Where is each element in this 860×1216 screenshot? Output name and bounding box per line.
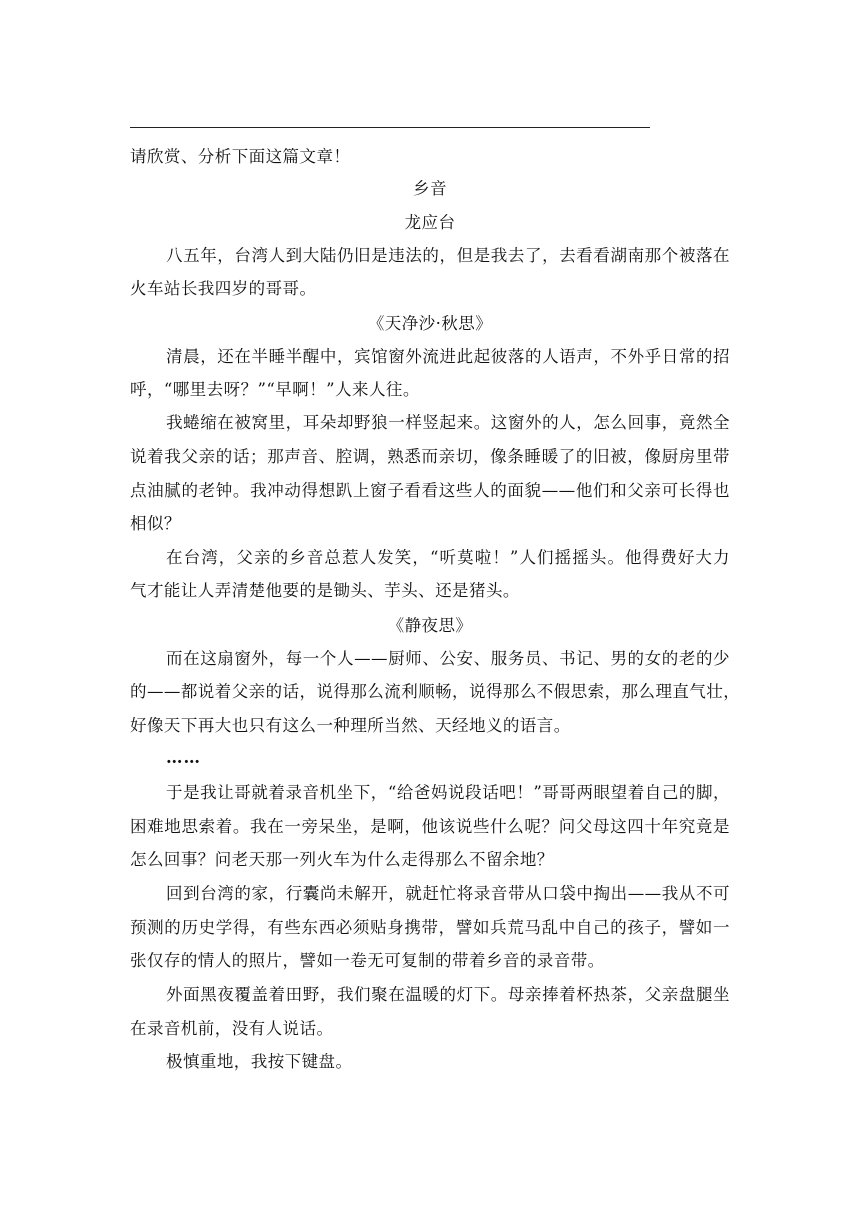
paragraph-1-line-1: 八五年，台湾人到大陆仍旧是违法的，但是我去了，去看看湖南那个被落在: [166, 246, 730, 265]
paragraph-2-line-1: 清晨，还在半睡半醒中，宾馆窗外流进此起彼落的人语声，不外乎日常的招: [166, 347, 730, 366]
paragraph-9-line-1: 极慎重地，我按下键盘。: [166, 1052, 353, 1071]
article-author: 龙应台: [404, 213, 456, 232]
paragraph-4-line-2: 气才能让人弄清楚他要的是锄头、芋头、还是猪头。: [130, 581, 520, 600]
subheading-tianjingsha: 《天净沙·秋思》: [367, 314, 493, 333]
paragraph-3-line-3: 点油腻的老钟。我冲动得想趴上窗子看看这些人的面貌——他们和父亲可长得也: [130, 481, 730, 500]
paragraph-7-line-1: 回到台湾的家，行囊尚未解开，就赶忙将录音带从口袋中掏出——我从不可: [166, 884, 730, 903]
paragraph-3-line-1: 我蜷缩在被窝里，耳朵却野狼一样竖起来。这窗外的人，怎么回事，竟然全: [166, 413, 730, 432]
paragraph-6-line-1: 于是我让哥就着录音机坐下，“给爸妈说段话吧！”哥哥两眼望着自己的脚，: [166, 783, 730, 802]
header-rule: [130, 127, 650, 128]
paragraph-2-line-2: 呼，“哪里去呀？”“早啊！”人来人往。: [130, 380, 420, 399]
subheading-jingyesi: 《静夜思》: [387, 616, 473, 635]
paragraph-4-line-1: 在台湾，父亲的乡音总惹人发笑，“听莫啦！”人们摇摇头。他得费好大力: [166, 548, 730, 567]
article-title: 乡音: [413, 179, 447, 198]
paragraph-5-line-3: 好像天下再大也只有这么一种理所当然、天经地义的语言。: [130, 716, 571, 735]
paragraph-3-line-4: 相似？: [130, 514, 181, 533]
paragraph-5-line-2: 的——都说着父亲的话，说得那么流利顺畅，说得那么不假思索，那么理直气壮，: [130, 682, 741, 701]
paragraph-6-line-2: 困难地思索着。我在一旁呆坐，是啊，他该说些什么呢？问父母这四十年究竟是: [130, 817, 730, 836]
paragraph-8-line-1: 外面黑夜覆盖着田野，我们聚在温暖的灯下。母亲捧着杯热茶，父亲盘腿坐: [166, 985, 730, 1004]
prompt-text: 请欣赏、分析下面这篇文章！: [130, 147, 351, 166]
paragraph-8-line-2: 在录音机前，没有人说话。: [130, 1019, 334, 1038]
ellipsis: ……: [166, 748, 201, 767]
paragraph-5-line-1: 而在这扇窗外，每一个人——厨师、公安、服务员、书记、男的女的老的少: [166, 649, 730, 668]
paragraph-7-line-3: 张仅存的情人的照片，譬如一卷无可复制的带着乡音的录音带。: [130, 951, 605, 970]
paragraph-1-line-2: 火车站长我四岁的哥哥。: [130, 279, 317, 298]
paragraph-3-line-2: 说着我父亲的话；那声音、腔调，熟悉而亲切，像条睡暖了的旧被，像厨房里带: [130, 447, 730, 466]
paragraph-7-line-2: 预测的历史学得，有些东西必须贴身携带，譬如兵荒马乱中自己的孩子，譬如一: [130, 918, 730, 937]
paragraph-6-line-3: 怎么回事？问老天那一列火车为什么走得那么不留余地？: [130, 850, 554, 869]
